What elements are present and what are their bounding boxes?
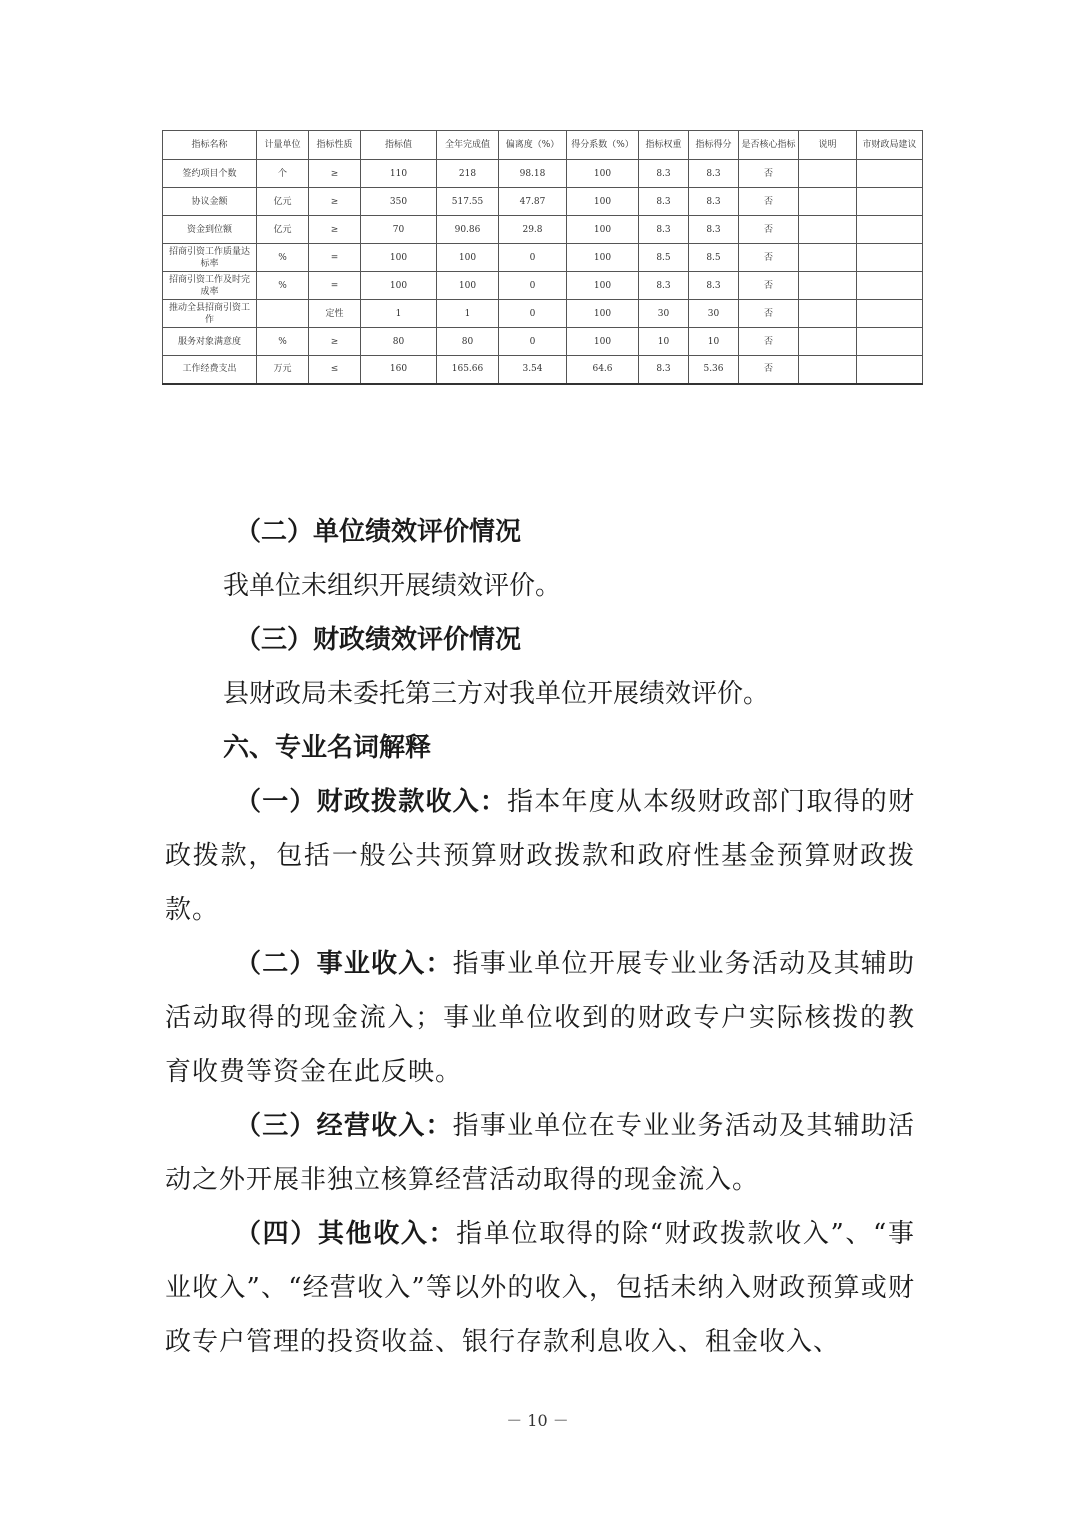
- cell-is-core: 否: [739, 188, 799, 216]
- cell-finance-suggestion: [857, 272, 923, 300]
- cell-indicator-name: 资金到位额: [163, 216, 257, 244]
- cell-indicator-name: 工作经费支出: [163, 356, 257, 384]
- cell-actual-value: 90.86: [437, 216, 499, 244]
- cell-is-core: 否: [739, 300, 799, 328]
- cell-weight: 8.3: [639, 188, 689, 216]
- header-is-core: 是否核心指标: [739, 131, 799, 160]
- cell-score: 8.3: [689, 216, 739, 244]
- cell-unit: 万元: [257, 356, 309, 384]
- cell-remark: [799, 272, 857, 300]
- cell-weight: 8.5: [639, 244, 689, 272]
- cell-actual-value: 100: [437, 272, 499, 300]
- cell-remark: [799, 300, 857, 328]
- term-paragraph: [165, 1207, 915, 1369]
- cell-is-core: 否: [739, 216, 799, 244]
- header-actual-value: 全年完成值: [437, 131, 499, 160]
- cell-nature: 定性: [309, 300, 361, 328]
- cell-nature: ≥: [309, 216, 361, 244]
- cell-unit: %: [257, 244, 309, 272]
- table-row: [163, 328, 923, 356]
- term-paragraph: [165, 937, 915, 1099]
- header-remark: 说明: [799, 131, 857, 160]
- table-row: [163, 272, 923, 300]
- cell-unit: 亿元: [257, 216, 309, 244]
- table-row: [163, 160, 923, 188]
- cell-finance-suggestion: [857, 216, 923, 244]
- cell-deviation: 0: [499, 244, 567, 272]
- cell-remark: [799, 216, 857, 244]
- cell-deviation: 0: [499, 272, 567, 300]
- cell-deviation: 98.18: [499, 160, 567, 188]
- heading-finance-evaluation: （三）财政绩效评价情况: [235, 625, 522, 655]
- header-target-value: 指标值: [361, 131, 437, 160]
- heading-section-six: 六、专业名词解释: [223, 733, 432, 763]
- cell-is-core: 否: [739, 328, 799, 356]
- cell-finance-suggestion: [857, 356, 923, 384]
- cell-indicator-name: 协议金额: [163, 188, 257, 216]
- term-definition: 指事业单位在专业业务活动及其辅助活动之外开展非独立核算经营活动取得的现金流入。: [165, 1111, 915, 1195]
- table-row: [163, 244, 923, 272]
- term-label: （四）其他收入：: [235, 1219, 457, 1249]
- cell-deviation: 0: [499, 300, 567, 328]
- cell-indicator-name: 推动全县招商引资工作: [163, 300, 257, 328]
- cell-nature: ≤: [309, 356, 361, 384]
- cell-actual-value: 517.55: [437, 188, 499, 216]
- cell-deviation: 3.54: [499, 356, 567, 384]
- cell-actual-value: 100: [437, 244, 499, 272]
- term-label: （一）财政拨款收入：: [235, 787, 508, 817]
- cell-finance-suggestion: [857, 160, 923, 188]
- cell-unit: %: [257, 272, 309, 300]
- cell-is-core: 否: [739, 244, 799, 272]
- term-definition: 指单位取得的除“财政拨款收入”、“事业收入”、“经营收入”等以外的收入，包括未纳入财政预算或财政专户管理的投资收益、银行存款利息收入、租金收入、: [165, 1219, 915, 1357]
- term-definition: 指本年度从本级财政部门取得的财政拨款，包括一般公共预算财政拨款和政府性基金预算财政拨款。: [165, 787, 915, 925]
- header-score-coefficient: 得分系数（%）: [567, 131, 639, 160]
- cell-actual-value: 80: [437, 328, 499, 356]
- cell-score-coefficient: 100: [567, 328, 639, 356]
- cell-target-value: 70: [361, 216, 437, 244]
- cell-unit: [257, 300, 309, 328]
- cell-weight: 8.3: [639, 160, 689, 188]
- cell-remark: [799, 188, 857, 216]
- cell-nature: ≥: [309, 160, 361, 188]
- header-weight: 指标权重: [639, 131, 689, 160]
- cell-weight: 8.3: [639, 272, 689, 300]
- cell-score-coefficient: 100: [567, 244, 639, 272]
- paragraph-finance-evaluation: 县财政局未委托第三方对我单位开展绩效评价。: [223, 679, 770, 709]
- cell-finance-suggestion: [857, 328, 923, 356]
- document-body: [165, 505, 915, 1369]
- header-indicator-name: 指标名称: [163, 131, 257, 160]
- cell-actual-value: 1: [437, 300, 499, 328]
- cell-finance-suggestion: [857, 244, 923, 272]
- cell-score: 10: [689, 328, 739, 356]
- cell-finance-suggestion: [857, 300, 923, 328]
- cell-nature: ≥: [309, 188, 361, 216]
- term-definition: 指事业单位开展专业业务活动及其辅助活动取得的现金流入；事业单位收到的财政专户实际核拨的教育收费等资金在此反映。: [165, 949, 915, 1087]
- cell-weight: 8.3: [639, 356, 689, 384]
- cell-score: 8.3: [689, 272, 739, 300]
- term-paragraph: [165, 775, 915, 937]
- table-row: [163, 356, 923, 384]
- cell-is-core: 否: [739, 272, 799, 300]
- cell-deviation: 47.87: [499, 188, 567, 216]
- cell-indicator-name: 服务对象满意度: [163, 328, 257, 356]
- header-unit: 计量单位: [257, 131, 309, 160]
- cell-unit: 亿元: [257, 188, 309, 216]
- cell-weight: 8.3: [639, 216, 689, 244]
- cell-remark: [799, 160, 857, 188]
- paragraph-unit-evaluation: 我单位未组织开展绩效评价。: [223, 571, 562, 601]
- header-deviation: 偏离度（%）: [499, 131, 567, 160]
- cell-remark: [799, 328, 857, 356]
- cell-score-coefficient: 100: [567, 160, 639, 188]
- cell-indicator-name: 签约项目个数: [163, 160, 257, 188]
- cell-score: 30: [689, 300, 739, 328]
- cell-weight: 30: [639, 300, 689, 328]
- cell-actual-value: 218: [437, 160, 499, 188]
- cell-deviation: 0: [499, 328, 567, 356]
- cell-nature: =: [309, 272, 361, 300]
- cell-target-value: 1: [361, 300, 437, 328]
- cell-score-coefficient: 100: [567, 272, 639, 300]
- cell-is-core: 否: [739, 160, 799, 188]
- header-nature: 指标性质: [309, 131, 361, 160]
- table-row: [163, 300, 923, 328]
- cell-target-value: 100: [361, 272, 437, 300]
- cell-score-coefficient: 100: [567, 188, 639, 216]
- cell-nature: ≥: [309, 328, 361, 356]
- cell-remark: [799, 244, 857, 272]
- cell-target-value: 80: [361, 328, 437, 356]
- cell-score: 8.3: [689, 188, 739, 216]
- cell-weight: 10: [639, 328, 689, 356]
- cell-remark: [799, 356, 857, 384]
- cell-nature: =: [309, 244, 361, 272]
- cell-unit: 个: [257, 160, 309, 188]
- cell-score-coefficient: 100: [567, 300, 639, 328]
- term-label: （二）事业收入：: [235, 949, 453, 979]
- cell-finance-suggestion: [857, 188, 923, 216]
- cell-unit: %: [257, 328, 309, 356]
- term-label: （三）经营收入：: [235, 1111, 453, 1141]
- cell-score-coefficient: 100: [567, 216, 639, 244]
- page-number: － 10 －: [506, 1411, 569, 1430]
- performance-indicator-table: [162, 130, 923, 385]
- term-paragraph: [165, 1099, 915, 1207]
- cell-score: 8.3: [689, 160, 739, 188]
- cell-target-value: 100: [361, 244, 437, 272]
- header-score: 指标得分: [689, 131, 739, 160]
- cell-score: 5.36: [689, 356, 739, 384]
- cell-target-value: 110: [361, 160, 437, 188]
- cell-score: 8.5: [689, 244, 739, 272]
- cell-target-value: 160: [361, 356, 437, 384]
- header-finance-suggestion: 市财政局建议: [857, 131, 923, 160]
- cell-indicator-name: 招商引资工作及时完成率: [163, 272, 257, 300]
- table-header-row: [163, 131, 923, 160]
- cell-score-coefficient: 64.6: [567, 356, 639, 384]
- table-row: [163, 216, 923, 244]
- table-row: [163, 188, 923, 216]
- cell-actual-value: 165.66: [437, 356, 499, 384]
- cell-is-core: 否: [739, 356, 799, 384]
- cell-indicator-name: 招商引资工作质量达标率: [163, 244, 257, 272]
- cell-target-value: 350: [361, 188, 437, 216]
- heading-unit-evaluation: （二）单位绩效评价情况: [235, 517, 522, 547]
- cell-deviation: 29.8: [499, 216, 567, 244]
- performance-indicator-table-wrapper: [162, 130, 922, 385]
